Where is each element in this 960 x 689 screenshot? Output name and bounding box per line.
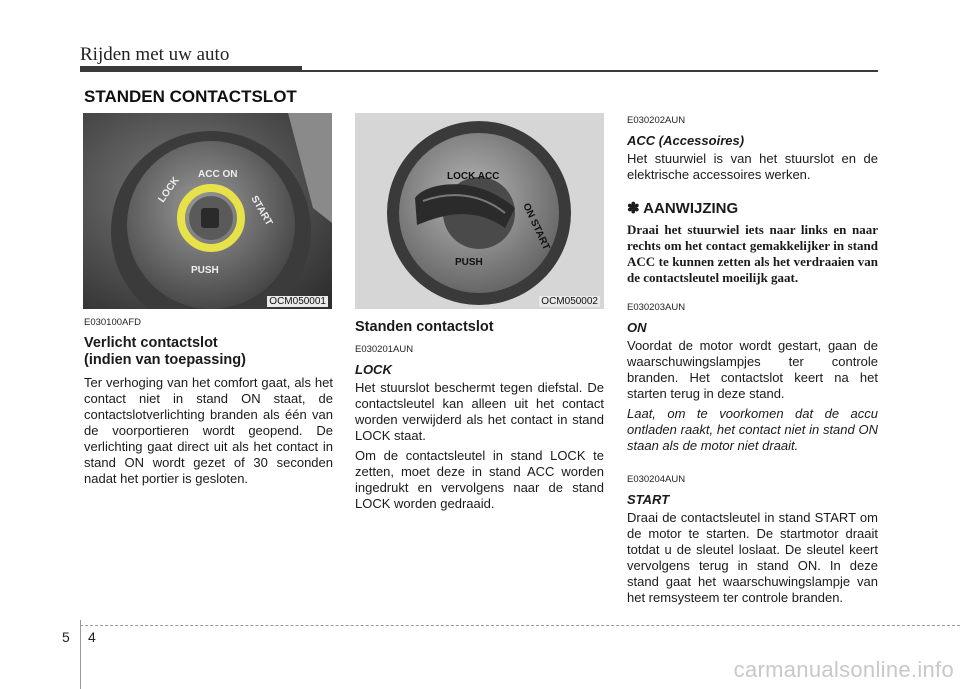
lock-code: E030201AUN (355, 344, 414, 355)
page-section-number: 5 (62, 629, 70, 645)
ring-text-push: PUSH (191, 265, 219, 276)
ring2-text-lock-acc: LOCK ACC (447, 171, 500, 182)
ring2-text-on-start: ON START (520, 201, 552, 252)
footer-vertical-rule (80, 620, 81, 689)
ignition-photo-1 (83, 113, 332, 309)
subheading-lock: LOCK (355, 362, 392, 377)
ring-text-acc-on: ACC ON (198, 169, 238, 180)
image-label-1: OCM050001 (269, 296, 326, 307)
paragraph-on: Voordat de motor wordt gestart, gaan de waarschuwingslampjes ter controle branden. Het contactslot keert na het starten terug in deze stand. (627, 338, 878, 401)
heading-illuminated-ignition: Verlicht contactslot (indien van toepassing) (84, 335, 246, 368)
column-1 (84, 315, 333, 491)
column-3 (627, 113, 878, 610)
footer-rule (80, 625, 960, 626)
note-body: Draai het stuurwiel iets naar links en naar rechts om het contact gemakkelijker in stand ACC te kunnen zetten als het verdraaien van de contactsleutel moeilijk gaat. (627, 222, 878, 285)
acc-code: E030202AUN (627, 115, 686, 126)
header-rule-thin (302, 70, 878, 72)
ring-text-lock: LOCK (156, 175, 182, 205)
note-heading: ✽ AANWIJZING (627, 200, 739, 217)
start-code: E030204AUN (627, 474, 686, 485)
paragraph-acc: Het stuurwiel is van het stuurslot en de elektrische accessoires werken. (627, 151, 878, 182)
paragraph-start: Draai de contactsleutel in stand START om de motor te starten. De startmotor draait totdat u de sleutel loslaat. De sleutel keert vervolgens terug in stand ON. In deze stand gaat het waarschuwingslampje van het remsysteem ter controle branden. (627, 510, 878, 605)
heading-ignition-positions: Standen contactslot (355, 319, 494, 335)
subheading-on: ON (627, 320, 647, 335)
paragraph-lock-1: Het stuurslot beschermt tegen diefstal. De contactsleutel kan alleen uit het contact worden verwijderd als het contact in stand LOCK staat. (355, 380, 604, 443)
watermark: carmanualsonline.info (733, 657, 954, 682)
header-rule-thick (80, 66, 302, 72)
ring2-text-push: PUSH (455, 257, 483, 268)
image-label-2: OCM050002 (541, 296, 598, 307)
ignition-illustration-1 (83, 113, 332, 309)
subheading-start: START (627, 492, 670, 507)
paragraph-lock-2: Om de contactsleutel in stand LOCK te zetten, moet deze in stand ACC worden ingedrukt en vervolgens naar de stand LOCK worden gedraaid. (355, 448, 604, 511)
section-title: STANDEN CONTACTSLOT (84, 87, 297, 106)
subheading-acc: ACC (Accessoires) (627, 133, 745, 148)
ignition-illustration-2 (355, 113, 604, 309)
ignition-photo-2 (355, 113, 604, 309)
page-number: 4 (88, 629, 96, 645)
ring-text-start: START (248, 194, 275, 228)
section-code: E030100AFD (84, 317, 142, 328)
paragraph-on-warning: Laat, om te voorkomen dat de accu ontladen raakt, het contact niet in stand ON staan als de motor niet draait. (627, 406, 878, 453)
paragraph-illumination: Ter verhoging van het comfort gaat, als het contact niet in stand ON staat, de contactslotverlichting branden als één van de voorportieren wordt geopend. De verlichting gaat direct uit als het contact in stand ON wordt gezet of 30 seconden nadat het portier is gesloten. (84, 375, 333, 486)
header-title: Rijden met uw auto (80, 44, 230, 65)
column-2 (355, 315, 604, 516)
on-code: E030203AUN (627, 302, 686, 313)
